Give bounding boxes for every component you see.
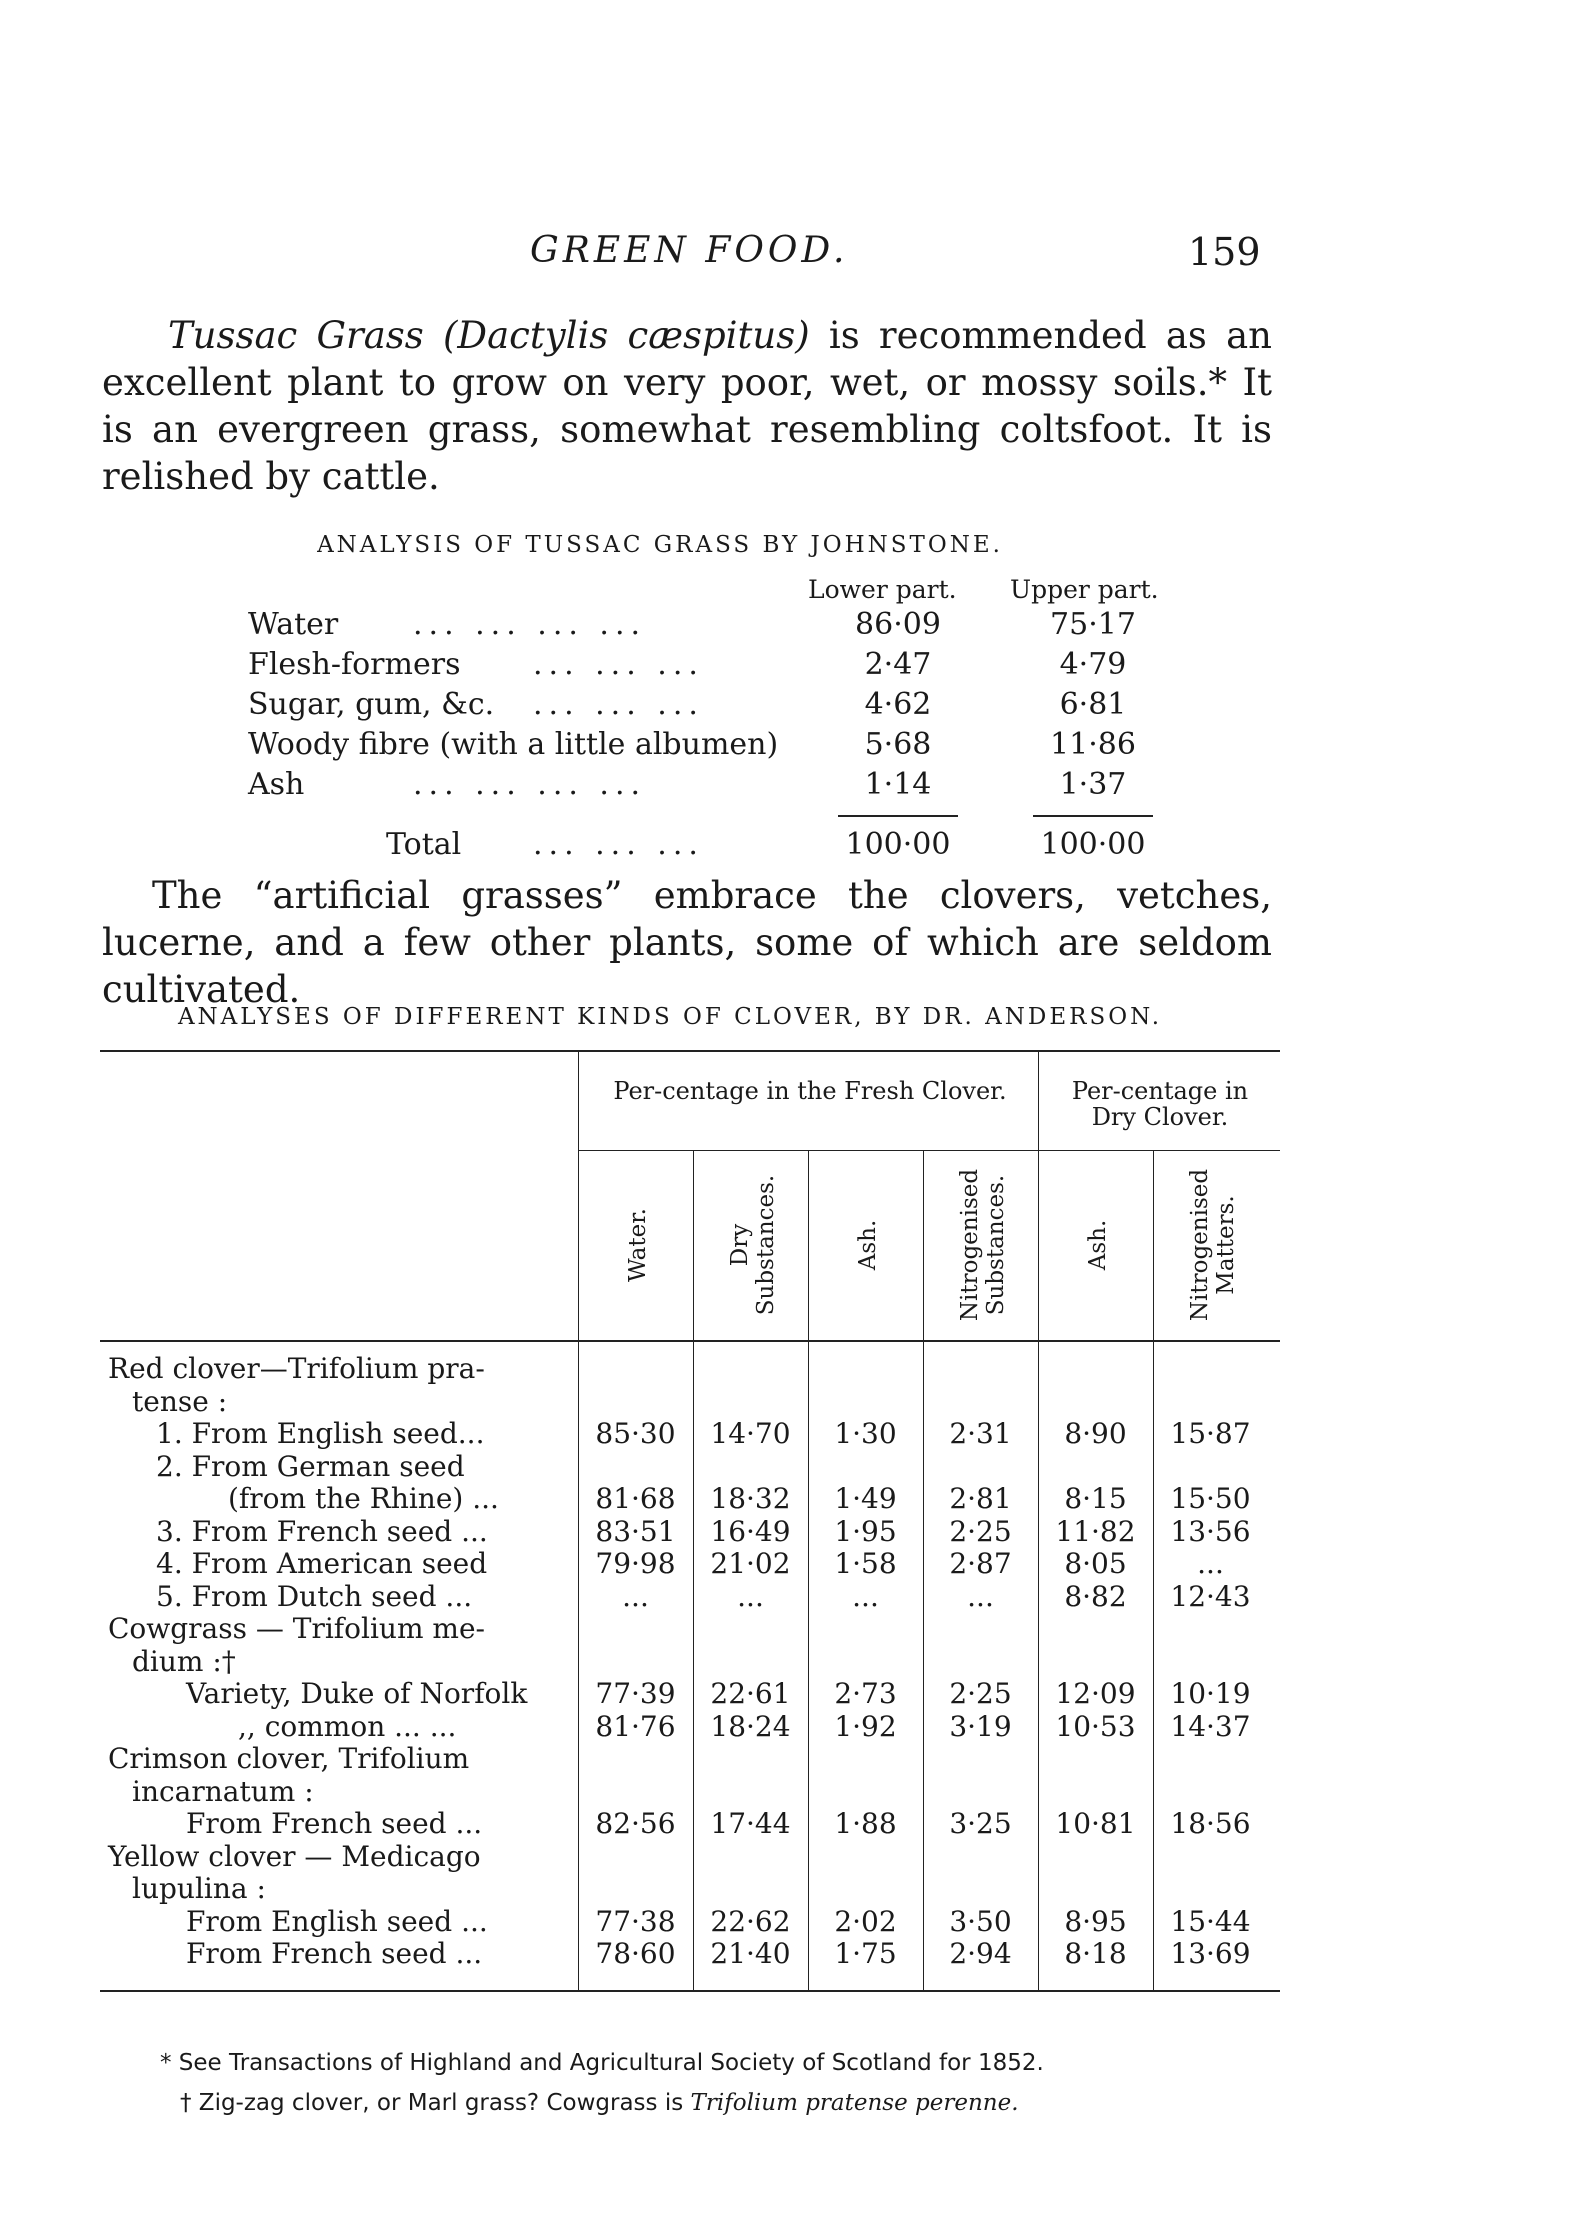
upper-value: 4·79 bbox=[1059, 647, 1127, 682]
row-label: Water bbox=[248, 607, 339, 642]
leader-dots: ... ... ... bbox=[533, 827, 704, 862]
total-upper: 100·00 bbox=[1040, 827, 1146, 862]
clover-cell: 21·40 bbox=[710, 1937, 791, 1970]
group-fresh: Per-centage in the Fresh Clover. bbox=[613, 1077, 1007, 1105]
clover-cell: 14·70 bbox=[710, 1417, 791, 1450]
leader-dots: ... ... ... bbox=[533, 647, 704, 682]
clover-cell: 1·58 bbox=[834, 1547, 897, 1580]
intro-paragraph bbox=[102, 312, 1272, 500]
clover-row-label: 2. From German seed bbox=[156, 1449, 465, 1483]
clover-cell: 12·43 bbox=[1170, 1579, 1251, 1613]
clover-cell: 1·92 bbox=[834, 1709, 897, 1743]
clover-cell: 77·39 bbox=[595, 1677, 676, 1710]
lower-value: 4·62 bbox=[864, 687, 932, 722]
col-lower: Lower part. bbox=[808, 575, 957, 604]
clover-row-label: 5. From Dutch seed ... bbox=[156, 1579, 473, 1613]
clover-cell: 8·95 bbox=[1064, 1904, 1127, 1938]
clover-cell: 81·68 bbox=[595, 1482, 676, 1515]
col-dry-ash-label: Ash. bbox=[1085, 1219, 1111, 1271]
clover-cell: 2·25 bbox=[949, 1514, 1012, 1548]
col-head-dry-ash bbox=[1038, 1150, 1158, 1340]
tussac-row bbox=[248, 607, 1178, 647]
footnote-2-text: † Zig-zag clover, or Marl grass? Cowgrass is bbox=[180, 2090, 684, 2116]
col-dry-nitro-label bbox=[1187, 1169, 1239, 1321]
clover-cell: 1·95 bbox=[834, 1514, 897, 1548]
col-dry-nitro-l2: Matters. bbox=[1213, 1195, 1239, 1295]
clover-row-label: From French seed ... bbox=[186, 1937, 483, 1970]
col-nitro-l1: Nitrogenised bbox=[957, 1168, 983, 1322]
clover-cell: 8·90 bbox=[1064, 1417, 1127, 1450]
group-dry: Per-centage in Dry Clover. bbox=[1071, 1077, 1249, 1131]
footnote-1: * See Transactions of Highland and Agricultural Society of Scotland for 1852. bbox=[160, 2050, 1044, 2076]
artificial-grasses-paragraph: The “artificial grasses” embrace the clovers, vetches, lucerne, and a few other plants, some of which are seldom cultivated. bbox=[102, 874, 1272, 1011]
clover-cell: 13·56 bbox=[1170, 1514, 1251, 1548]
leader-dots: ... ... ... bbox=[533, 687, 704, 722]
leader-dots: ... ... ... ... bbox=[413, 767, 647, 802]
col-head-nitro bbox=[923, 1150, 1043, 1340]
clover-cell: ... bbox=[852, 1579, 879, 1613]
tussac-caption: ANALYSIS OF TUSSAC GRASS BY JOHNSTONE. bbox=[317, 532, 1003, 558]
clover-cell: 11·82 bbox=[1055, 1514, 1136, 1548]
species-latin: (Dactylis cæspitus) bbox=[442, 314, 810, 357]
clover-cell: ... bbox=[622, 1579, 649, 1613]
clover-cell: 15·87 bbox=[1170, 1417, 1251, 1450]
clover-cell: 12·09 bbox=[1055, 1677, 1136, 1710]
row-label: Ash bbox=[248, 767, 305, 802]
clover-row-label: ,, common ... ... bbox=[238, 1709, 457, 1743]
clover-cell: 17·44 bbox=[710, 1807, 791, 1840]
bottom-rule bbox=[100, 1990, 1280, 1992]
tussac-row bbox=[248, 687, 1178, 727]
page-number: 159 bbox=[1188, 230, 1261, 274]
col-dry-label bbox=[727, 1175, 779, 1315]
clover-cell: 3·19 bbox=[949, 1709, 1012, 1743]
clover-cell: 10·53 bbox=[1055, 1709, 1136, 1743]
clover-cell: 77·38 bbox=[595, 1904, 676, 1938]
clover-cell: 85·30 bbox=[595, 1417, 676, 1450]
clover-cell: 2·73 bbox=[834, 1677, 897, 1710]
upper-value: 1·37 bbox=[1059, 767, 1127, 802]
clover-cell: 1·75 bbox=[834, 1937, 897, 1970]
tussac-total-row bbox=[248, 827, 1178, 867]
clover-cell: 16·49 bbox=[710, 1514, 791, 1548]
lower-value: 5·68 bbox=[864, 727, 932, 762]
clover-cell: 82·56 bbox=[595, 1807, 676, 1840]
clover-cell: 13·69 bbox=[1170, 1937, 1251, 1970]
row-label: Flesh-formers bbox=[248, 647, 461, 682]
tussac-row bbox=[248, 767, 1178, 807]
clover-row-label: 4. From American seed bbox=[156, 1547, 488, 1580]
clover-row-label: incarnatum : bbox=[132, 1774, 314, 1808]
lower-value: 86·09 bbox=[855, 607, 941, 642]
clover-cell: 2·31 bbox=[949, 1417, 1012, 1450]
clover-row-label: From English seed ... bbox=[186, 1904, 488, 1938]
clover-cell: 1·30 bbox=[834, 1417, 897, 1450]
sum-rule bbox=[838, 815, 958, 817]
clover-cell: 83·51 bbox=[595, 1514, 676, 1548]
clover-cell: 8·18 bbox=[1064, 1937, 1127, 1970]
clover-cell: 8·05 bbox=[1064, 1547, 1127, 1580]
clover-cell: 18·32 bbox=[710, 1482, 791, 1515]
col-upper: Upper part. bbox=[1010, 575, 1159, 604]
clover-cell: 2·25 bbox=[949, 1677, 1012, 1710]
clover-cell: 15·44 bbox=[1170, 1904, 1251, 1938]
clover-row-label: Yellow clover — Medicago bbox=[108, 1839, 481, 1873]
tussac-row bbox=[248, 727, 1178, 767]
species-name: Tussac Grass bbox=[168, 314, 424, 357]
top-rule bbox=[100, 1050, 1280, 1052]
clover-cell: 79·98 bbox=[595, 1547, 676, 1580]
clover-row-label: dium :† bbox=[132, 1644, 236, 1678]
clover-cell: 78·60 bbox=[595, 1937, 676, 1970]
clover-cell: 3·50 bbox=[949, 1904, 1012, 1938]
clover-cell: 3·25 bbox=[949, 1807, 1012, 1840]
clover-cell: 8·15 bbox=[1064, 1482, 1127, 1515]
clover-cell: 14·37 bbox=[1170, 1709, 1251, 1743]
clover-cell: 1·88 bbox=[834, 1807, 897, 1840]
row-label: Woody fibre (with a little albumen) bbox=[248, 727, 779, 762]
upper-value: 6·81 bbox=[1059, 687, 1127, 722]
clover-cell: 22·61 bbox=[710, 1677, 791, 1710]
clover-row-label: Crimson clover, Trifolium bbox=[108, 1742, 470, 1775]
running-head bbox=[0, 230, 1583, 274]
clover-row-label: Red clover—Trifolium pra- bbox=[108, 1352, 485, 1385]
clover-cell: 10·19 bbox=[1170, 1677, 1251, 1710]
clover-cell: 2·02 bbox=[834, 1904, 897, 1938]
clover-cell: 22·62 bbox=[710, 1904, 791, 1938]
clover-row-label: From French seed ... bbox=[186, 1807, 483, 1840]
clover-cell: 10·81 bbox=[1055, 1807, 1136, 1840]
header-rule bbox=[100, 1340, 1280, 1342]
clover-cell: 1·49 bbox=[834, 1482, 897, 1515]
clover-row-label: 1. From English seed... bbox=[156, 1417, 485, 1450]
clover-row-label: Cowgrass — Trifolium me- bbox=[108, 1612, 486, 1645]
page-title: GREEN FOOD. bbox=[530, 230, 849, 271]
col-ash-label: Ash. bbox=[855, 1219, 881, 1271]
total-label: Total bbox=[386, 827, 462, 862]
col-head-water bbox=[578, 1150, 698, 1340]
clover-cell: 15·50 bbox=[1170, 1482, 1251, 1515]
col-head-dry bbox=[693, 1150, 813, 1340]
leader-dots: ... ... ... ... bbox=[413, 607, 647, 642]
clover-cell: 2·87 bbox=[949, 1547, 1012, 1580]
clover-cell: 8·82 bbox=[1064, 1579, 1127, 1613]
footnote-2 bbox=[180, 2090, 1280, 2116]
intro-text: is recommended as an excellent plant to grow on very poor, wet, or mossy soils.* It is an evergreen grass, somewhat resembling coltsfoot. It is relished by cattle. bbox=[102, 314, 1272, 498]
sum-rule bbox=[1033, 815, 1153, 817]
clover-cell: ... bbox=[737, 1579, 764, 1613]
col-dry-nitro-l1: Nitrogenised bbox=[1187, 1168, 1213, 1322]
lower-value: 1·14 bbox=[864, 767, 932, 802]
clover-cell: 2·81 bbox=[949, 1482, 1012, 1515]
clover-caption: ANALYSES OF DIFFERENT KINDS OF CLOVER, BY DR. ANDERSON. bbox=[177, 1004, 1163, 1030]
clover-row-label: Variety, Duke of Norfolk bbox=[186, 1677, 528, 1710]
upper-value: 75·17 bbox=[1050, 607, 1136, 642]
clover-cell: 81·76 bbox=[595, 1709, 676, 1743]
clover-table bbox=[100, 1050, 1280, 2020]
clover-cell: ... bbox=[967, 1579, 994, 1613]
footnote-2-italic: Trifolium pratense perenne. bbox=[690, 2090, 1019, 2116]
total-lower: 100·00 bbox=[845, 827, 951, 862]
col-dry-l1: Dry bbox=[727, 1223, 753, 1267]
clover-row-label: tense : bbox=[132, 1384, 228, 1418]
col-dry-l2: Substances. bbox=[753, 1174, 779, 1316]
col-head-ash bbox=[808, 1150, 928, 1340]
clover-cell: 18·56 bbox=[1170, 1807, 1251, 1840]
tussac-row bbox=[248, 647, 1178, 687]
col-head-dry-nitro bbox=[1153, 1150, 1273, 1340]
clover-cell: 21·02 bbox=[710, 1547, 791, 1580]
col-nitro-l2: Substances. bbox=[983, 1174, 1009, 1316]
clover-row-label: 3. From French seed ... bbox=[156, 1514, 488, 1548]
col-water-label: Water. bbox=[625, 1208, 651, 1282]
upper-value: 11·86 bbox=[1050, 727, 1136, 762]
clover-row-label: (from the Rhine) ... bbox=[228, 1482, 499, 1515]
clover-cell: 18·24 bbox=[710, 1709, 791, 1743]
col-nitro-label bbox=[957, 1169, 1009, 1321]
clover-row-label: lupulina : bbox=[132, 1872, 266, 1905]
row-label: Sugar, gum, &c. bbox=[248, 687, 495, 722]
lower-value: 2·47 bbox=[864, 647, 932, 682]
clover-cell: ... bbox=[1197, 1547, 1224, 1580]
clover-cell: 2·94 bbox=[949, 1937, 1012, 1970]
